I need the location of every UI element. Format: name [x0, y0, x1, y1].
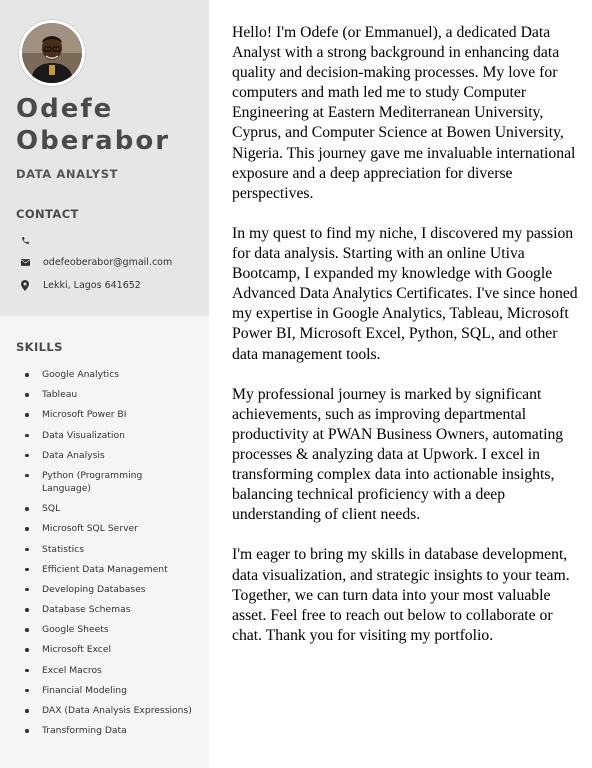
skill-item: Microsoft Excel — [24, 643, 192, 656]
skill-item: Statistics — [24, 543, 192, 556]
profile-name — [16, 93, 170, 157]
skill-item: Data Analysis — [24, 449, 192, 462]
map-pin-icon — [20, 279, 30, 291]
skill-item: Google Sheets — [24, 623, 192, 636]
skills-list — [24, 368, 217, 744]
about-paragraph: In my quest to find my niche, I discovered my passion for data analysis. Starting with an online Utiva Bootcamp, I expanded my knowledge with Google Advanced Data Analytics Certificates. I've since honed my expertise in Google Analytics, Tableau, Microsoft Power BI, Microsoft Excel, Python, SQL, and other data management tools. — [232, 224, 578, 363]
skill-item: Excel Macros — [24, 664, 192, 677]
envelope-icon — [20, 256, 30, 268]
sidebar — [0, 0, 209, 768]
skill-item: Microsoft Power BI — [24, 408, 192, 421]
about-paragraph: My professional journey is marked by significant achievements, such as improving departmental productivity at PWAN Business Owners, automating processes & analyzing data at Upwork. I excel in transforming complex data into actionable insights, balancing technical proficiency with a deep understanding of client needs. — [232, 385, 564, 524]
skill-item: Developing Databases — [24, 583, 192, 596]
avatar — [19, 20, 85, 86]
contact-heading: CONTACT — [16, 207, 79, 221]
job-title: DATA ANALYST — [16, 167, 119, 181]
skill-item: Efficient Data Management — [24, 563, 192, 576]
contact-phone[interactable] — [20, 233, 30, 247]
skill-item: Microsoft SQL Server — [24, 522, 192, 535]
portrait-photo-icon — [22, 23, 82, 83]
contact-email[interactable] — [20, 255, 172, 269]
email-text[interactable]: odefeoberabor@gmail.com — [43, 256, 173, 268]
about-paragraph: Hello! I'm Odefe (or Emmanuel), a dedicated Data Analyst with a strong background in enhancing data quality and decision-making processes. My love for computers and math led me to study Computer Engineering at Eastern Mediterranean University, Cyprus, and Computer Science at Bowen University, Nigeria. This journey gave me invaluable international exposure and a deep appreciation for diverse perspectives. — [232, 24, 576, 202]
phone-icon — [20, 234, 30, 246]
skill-item: Tableau — [24, 388, 192, 401]
skill-item: Transforming Data — [24, 724, 192, 737]
contact-location — [20, 278, 141, 292]
skill-item: Data Visualization — [24, 429, 192, 442]
skill-item: DAX (Data Analysis Expressions) — [24, 704, 217, 717]
skill-item: Database Schemas — [24, 603, 192, 616]
about-section — [232, 23, 582, 666]
skills-heading: SKILLS — [16, 340, 63, 354]
about-paragraph: I'm eager to bring my skills in database development, data visualization, and strategic insights to your team. Together, we can turn data into your most valuable asset. Feel free to reach out below to collaborate or chat. Thank you for visiting my portfolio. — [232, 546, 570, 644]
skill-item: Financial Modeling — [24, 684, 192, 697]
first-name: Odefe — [16, 94, 114, 124]
skill-item: SQL — [24, 502, 192, 515]
last-name: Oberabor — [16, 126, 171, 156]
location-text: Lekki, Lagos 641652 — [43, 279, 141, 291]
skill-item: Python (Programming Language) — [24, 469, 152, 495]
skill-item: Google Analytics — [24, 368, 192, 381]
